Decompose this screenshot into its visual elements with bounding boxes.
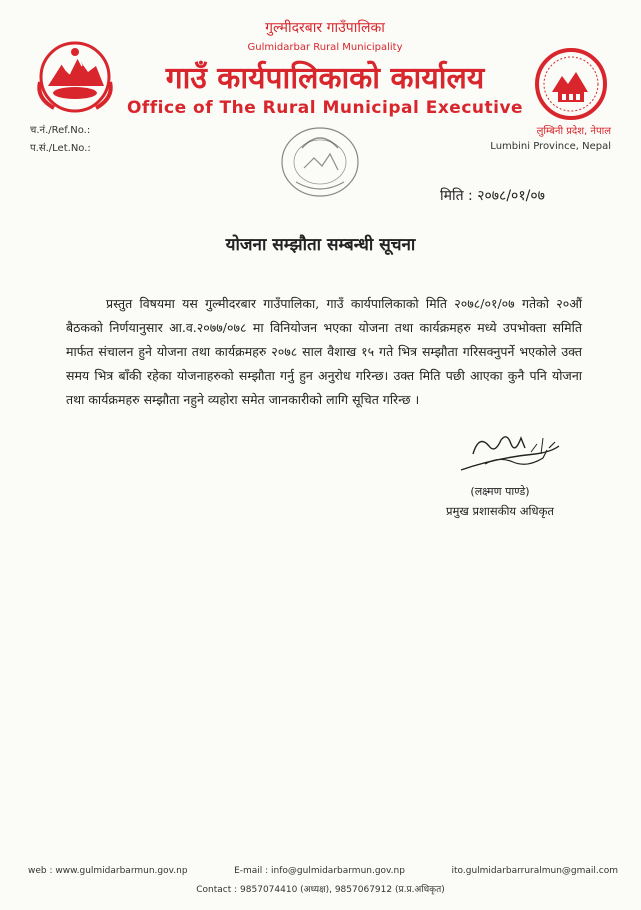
office-title-en: Office of The Rural Municipal Executive <box>126 98 524 118</box>
notice-body <box>66 292 582 412</box>
handwritten-signature-icon <box>455 424 565 480</box>
footer-contact: Contact : 9857074410 (अध्यक्ष), 9857067912 (प्र.प्र.अधिकृत) <box>196 885 445 895</box>
let-no-label: प.सं./Let.No.: <box>30 143 91 154</box>
notice-title: योजना सम्झौता सम्बन्धी सूचना <box>225 235 416 255</box>
nepal-emblem-icon <box>34 38 116 116</box>
municipality-logo-icon <box>532 46 610 122</box>
reference-block <box>30 122 91 158</box>
office-name-np: गुल्मीदरबार गाउँपालिका <box>265 20 385 36</box>
province-block <box>490 124 611 154</box>
footer-web: web : www.gulmidarbarmun.gov.np <box>28 866 188 876</box>
province-np: लुम्बिनी प्रदेश, नेपाल <box>536 126 611 137</box>
signer-name: (लक्ष्मण पाण्डे) <box>470 485 530 498</box>
footer-email-secondary: ito.gulmidarbarruralmun@gmail.com <box>451 866 618 876</box>
office-stamp-icon <box>272 118 370 208</box>
office-name-en: Gulmidarbar Rural Municipality <box>247 42 403 53</box>
notice-body-text: प्रस्तुत विषयमा यस गुल्मीदरबार गाउँपालिका, गाउँ कार्यपालिकाको मिति २०७८/०१/०७ गतेको २०औं बैठकको निर्णयानुसार आ.व.२०७७/०७८ मा विनियोजन भएका योजना तथा कार्यक्रमहरु मध्ये उपभोक्ता समिति मार्फत संचालन हुने योजना तथा कार्यक्रमहरु २०७८ साल वैशाख १५ गते भित्र सम्झौता गरिसक्नुपर्ने भएकोले उक्त समय भित्र बाँकी रहेका योजनाहरुको सम्झौता गर्नु हुन अनुरोध गरिन्छ। उक्त मिति पछी आएका कुनै पनि योजना तथा कार्यक्रमहरु सम्झौता नहुने व्यहोरा समेत जानकारीको लागि सूचित गरिन्छ । <box>66 296 582 407</box>
office-title-np: गाउँ कार्यपालिकाको कार्यालय <box>165 61 485 96</box>
notice-date: मिति : २०७८/०१/०७ <box>440 188 545 204</box>
footer-row <box>28 866 618 876</box>
province-en: Lumbini Province, Nepal <box>490 141 611 152</box>
footer-email: E-mail : info@gulmidarbarmun.gov.np <box>234 866 405 876</box>
ref-no-label: च.नं./Ref.No.: <box>30 125 91 136</box>
signer-designation: प्रमुख प्रशासकीय अधिकृत <box>446 504 554 518</box>
